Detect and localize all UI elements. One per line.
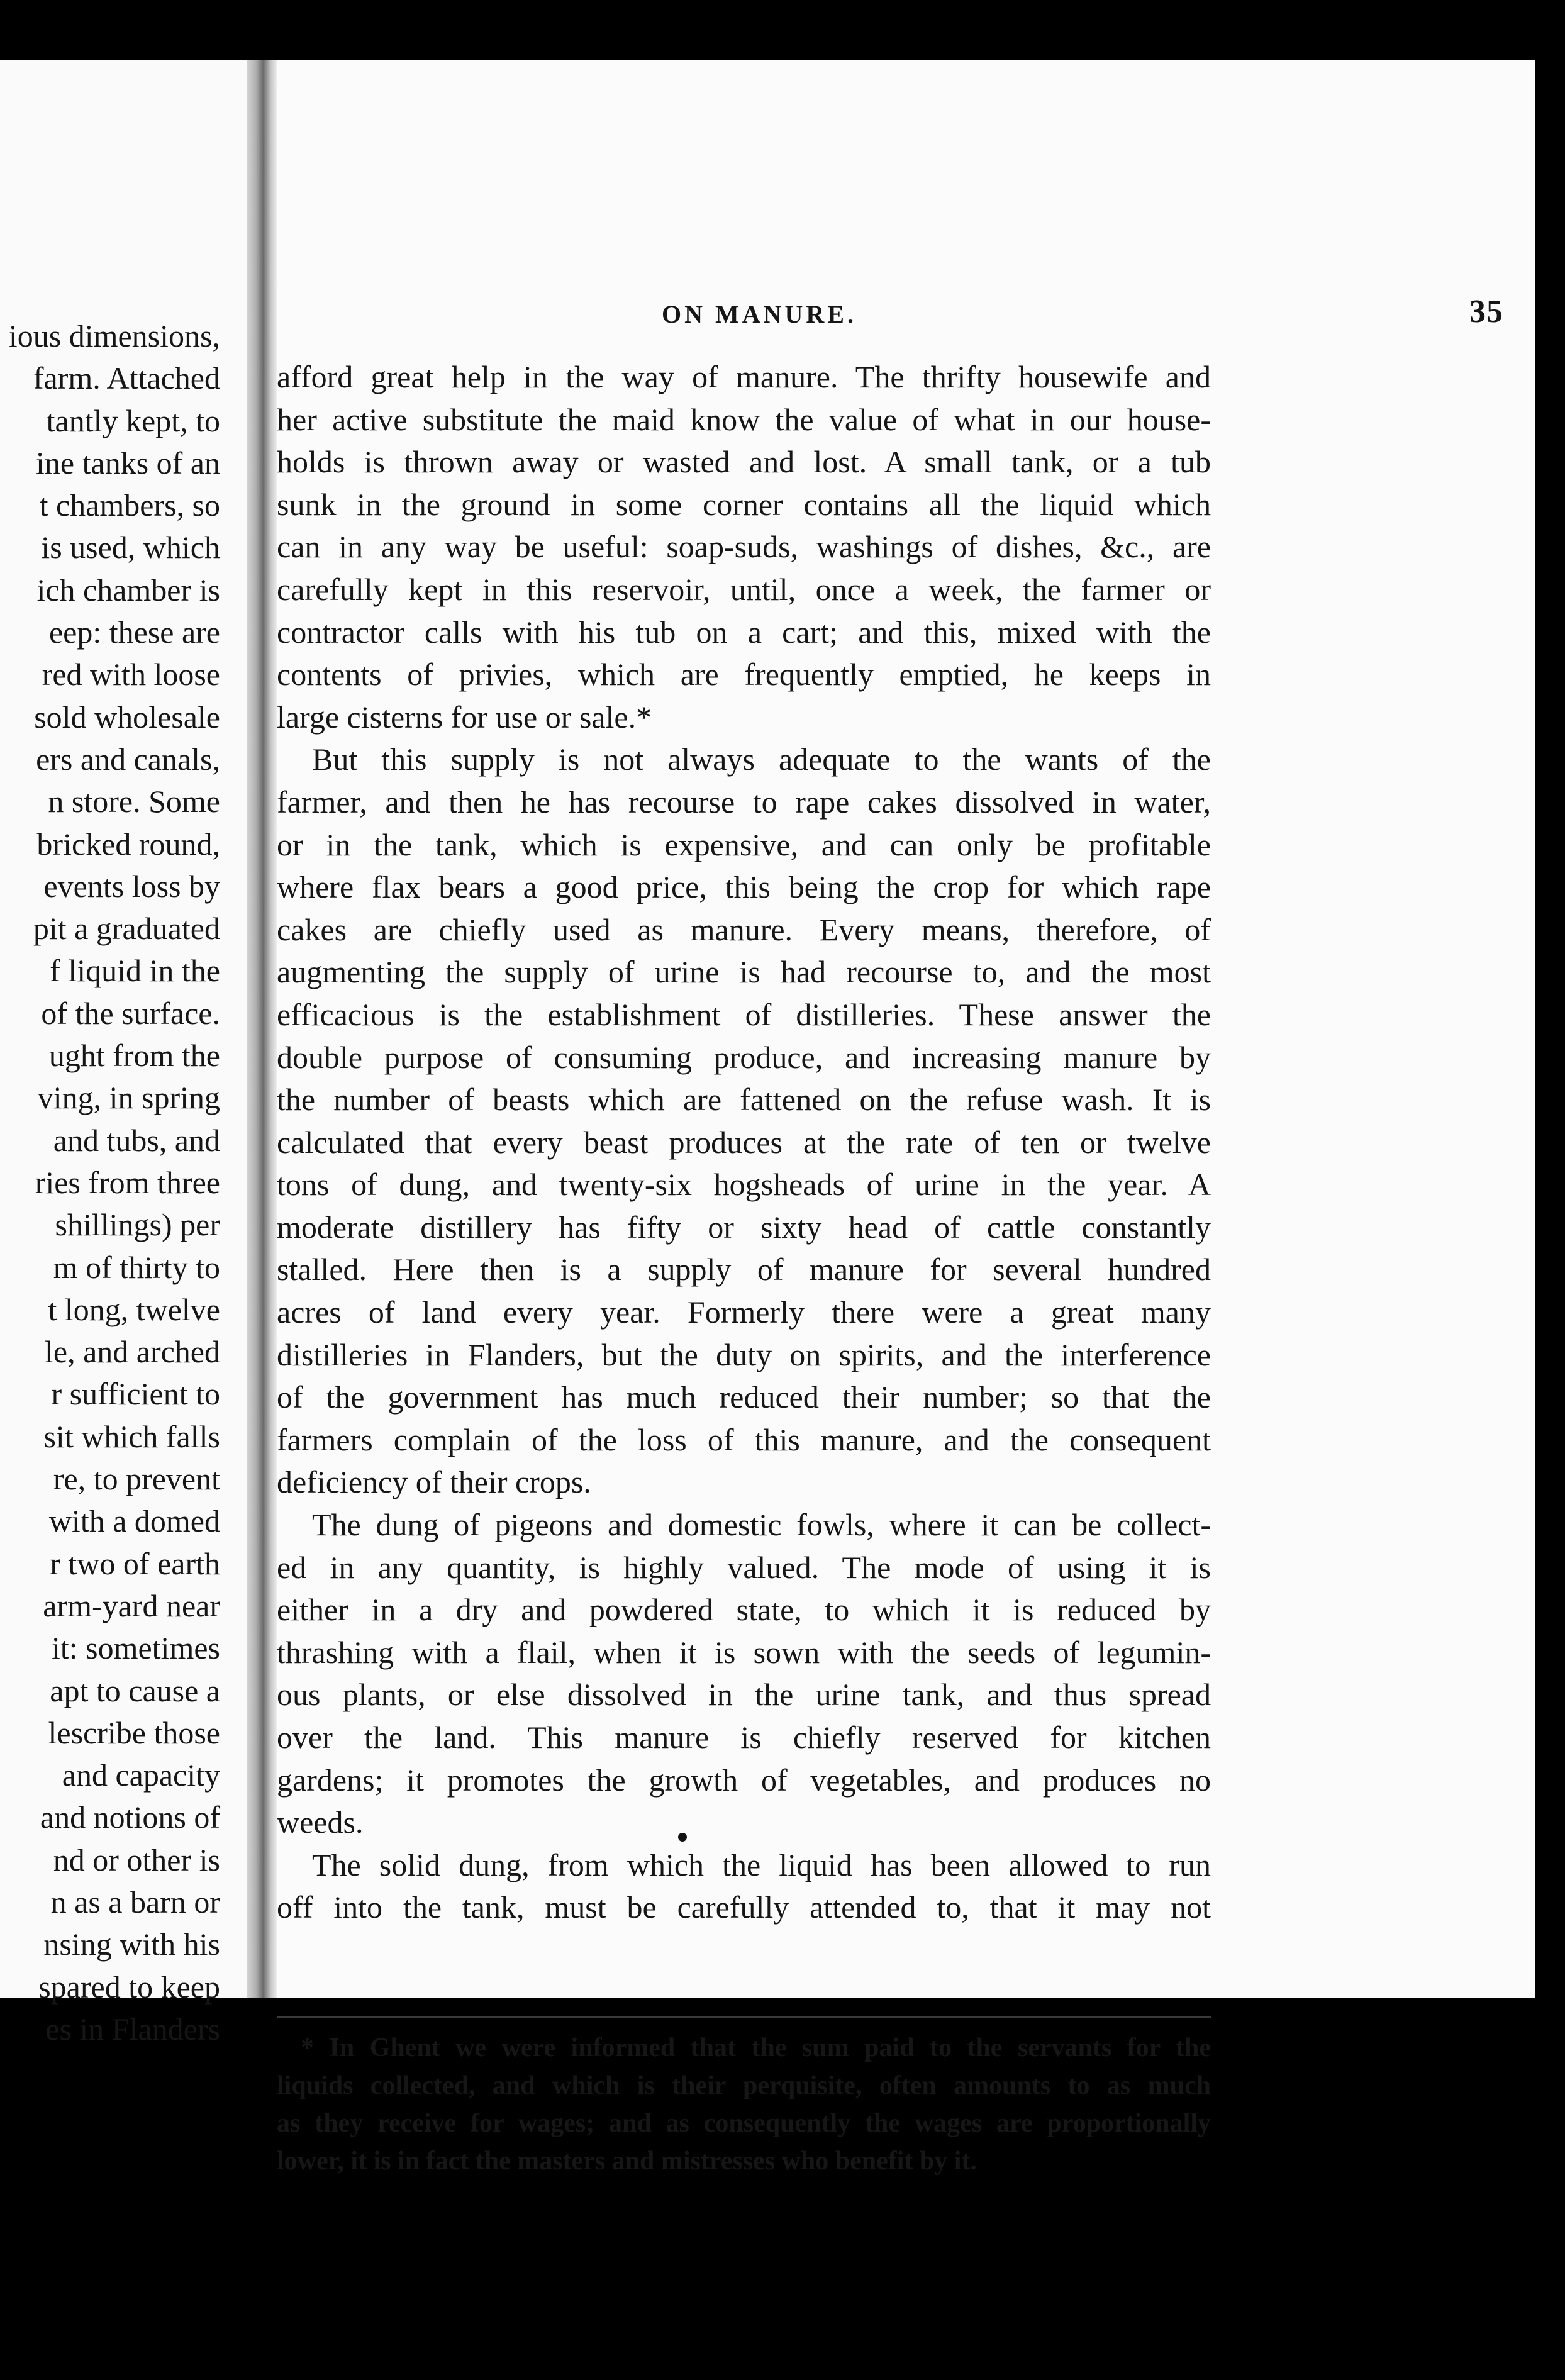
left-line: nsing with his — [43, 1927, 220, 1962]
text-line: weeds. — [277, 1804, 364, 1840]
text-line: of the government has much reduced their number; so that the — [277, 1379, 1211, 1415]
footnote — [277, 2029, 1211, 2180]
left-line: bricked round, — [36, 826, 220, 862]
ink-speck — [678, 1833, 687, 1842]
left-line: ers and canals, — [36, 741, 220, 777]
text-line: farmers complain of the loss of this manure, and the consequent — [277, 1421, 1211, 1457]
left-line: shillings) per — [55, 1207, 220, 1243]
text-line: double purpose of consuming produce, and increasing manure by — [277, 1039, 1211, 1075]
text-line: moderate distillery has fifty or sixty head of cattle constantly — [277, 1209, 1211, 1245]
text-line: where flax bears a good price, this being the crop for which rape — [277, 869, 1211, 905]
text-line: or in the tank, which is expensive, and can only be profitable — [277, 826, 1211, 862]
text-line: over the land. This manure is chiefly reserved for kitchen — [277, 1720, 1211, 1755]
left-line: nd or other is — [53, 1842, 220, 1877]
text-line: deficiency of their crops. — [277, 1464, 591, 1500]
text-line: large cisterns for use or sale.* — [277, 699, 652, 735]
left-line: of the surface. — [41, 995, 220, 1031]
footnote-line: liquids collected, and which is their perquisite, often amounts to as much — [277, 2071, 1211, 2100]
left-page-lines — [0, 315, 220, 2050]
left-line: sold wholesale — [34, 699, 220, 735]
left-line: arm-yard near — [43, 1588, 220, 1623]
text-line: But this supply is not always adequate to the wants of the — [312, 742, 1211, 777]
footnote-rule — [277, 2016, 1211, 2018]
left-line: events loss by — [43, 868, 220, 904]
left-line: n store. Some — [48, 784, 220, 820]
text-line: thrashing with a flail, when it is sown with the seeds of legumin- — [277, 1634, 1211, 1670]
text-line: contents of privies, which are frequently emptied, he keeps in — [277, 657, 1211, 692]
left-line: le, and arched — [44, 1334, 220, 1370]
left-line: ine tanks of an — [36, 445, 220, 481]
left-line: r two of earth — [50, 1545, 220, 1581]
text-line: tons of dung, and twenty-six hogsheads of urine in the year. A — [277, 1167, 1211, 1203]
left-line: ious dimensions, — [8, 318, 220, 353]
left-line: it: sometimes — [51, 1630, 220, 1666]
left-line: sit which falls — [43, 1418, 220, 1454]
footnote-line: * In Ghent we were informed that the sum paid to the servants for the — [301, 2033, 1211, 2062]
text-line: contractor calls with his tub on a cart; and this, mixed with the — [277, 614, 1211, 650]
text-line: farmer, and then he has recourse to rape cakes dissolved in water, — [277, 784, 1211, 820]
text-line: either in a dry and powdered state, to which it is reduced by — [277, 1592, 1211, 1628]
left-line: and tubs, and — [53, 1122, 220, 1158]
text-line: stalled. Here then is a supply of manure for several hundred — [277, 1252, 1211, 1287]
left-line: and capacity — [62, 1757, 220, 1793]
text-line: ed in any quantity, is highly valued. The mode of using it is — [277, 1549, 1211, 1585]
left-line: ich chamber is — [36, 572, 220, 608]
left-line: spared to keep — [38, 1969, 220, 2005]
text-line: gardens; it promotes the growth of vegetables, and produces no — [277, 1762, 1211, 1798]
left-line: lescribe those — [48, 1715, 220, 1750]
left-line: m of thirty to — [53, 1249, 220, 1285]
left-line: n as a barn or — [50, 1884, 220, 1920]
text-line: The dung of pigeons and domestic fowls, where it can be collect- — [312, 1507, 1211, 1543]
left-line: ught from the — [48, 1038, 220, 1074]
book-gutter — [247, 60, 277, 1998]
text-line: calculated that every beast produces at the rate of ten or twelve — [277, 1124, 1211, 1160]
running-title: ON MANURE. — [662, 300, 857, 328]
text-line: efficacious is the establishment of distilleries. These answer the — [277, 996, 1211, 1032]
left-line: eep: these are — [48, 614, 220, 650]
text-line: augmenting the supply of urine is had recourse to, and the most — [277, 954, 1211, 990]
text-line: off into the tank, must be carefully attended to, that it may not — [277, 1889, 1211, 1925]
text-line: The solid dung, from which the liquid has been allowed to run — [312, 1847, 1211, 1882]
left-line: apt to cause a — [50, 1672, 220, 1708]
text-line: cakes are chiefly used as manure. Every means, therefore, of — [277, 911, 1211, 947]
left-line: re, to prevent — [53, 1461, 220, 1497]
text-line: distilleries in Flanders, but the duty on spirits, and the interference — [277, 1337, 1211, 1372]
left-line: t long, twelve — [48, 1291, 220, 1327]
text-line: her active substitute the maid know the value of what in our house- — [277, 401, 1211, 437]
book-page — [277, 60, 1535, 2176]
running-head — [277, 293, 1503, 337]
left-line: ries from three — [35, 1164, 220, 1200]
left-line: pit a graduated — [33, 911, 220, 947]
left-line: is used, which — [41, 530, 220, 565]
left-line: red with loose — [42, 657, 220, 692]
left-page-fragment — [0, 60, 247, 2047]
left-line: tantly kept, to — [46, 403, 220, 438]
text-line: can in any way be useful: soap-suds, washings of dishes, &c., are — [277, 529, 1211, 565]
body-text — [277, 356, 1211, 1929]
text-line: the number of beasts which are fattened on the refuse wash. It is — [277, 1082, 1211, 1118]
left-line: t chambers, so — [39, 487, 220, 523]
footnote-line: as they receive for wages; and as consequently the wages are proportionally — [277, 2109, 1211, 2138]
page-number: 35 — [1469, 294, 1503, 330]
text-line: ous plants, or else dissolved in the urine tank, and thus spread — [277, 1677, 1211, 1713]
left-line: ving, in spring — [37, 1080, 220, 1116]
left-line: and notions of — [40, 1799, 220, 1835]
text-line: carefully kept in this reservoir, until, once a week, the farmer or — [277, 571, 1211, 607]
text-line: acres of land every year. Formerly there were a great many — [277, 1294, 1211, 1330]
left-line: farm. Attached — [33, 360, 220, 396]
left-line: with a domed — [48, 1503, 220, 1539]
text-line: holds is thrown away or wasted and lost. A small tank, or a tub — [277, 444, 1211, 480]
left-line: f liquid in the — [50, 953, 220, 989]
text-line: afford great help in the way of manure. The thrifty housewife and — [277, 359, 1211, 394]
footnote-line: lower, it is in fact the masters and mistresses who benefit by it. — [277, 2147, 977, 2176]
left-line: r sufficient to — [51, 1376, 220, 1412]
left-line: es in Flanders — [45, 2011, 220, 2047]
text-line: sunk in the ground in some corner contains all the liquid which — [277, 486, 1211, 522]
